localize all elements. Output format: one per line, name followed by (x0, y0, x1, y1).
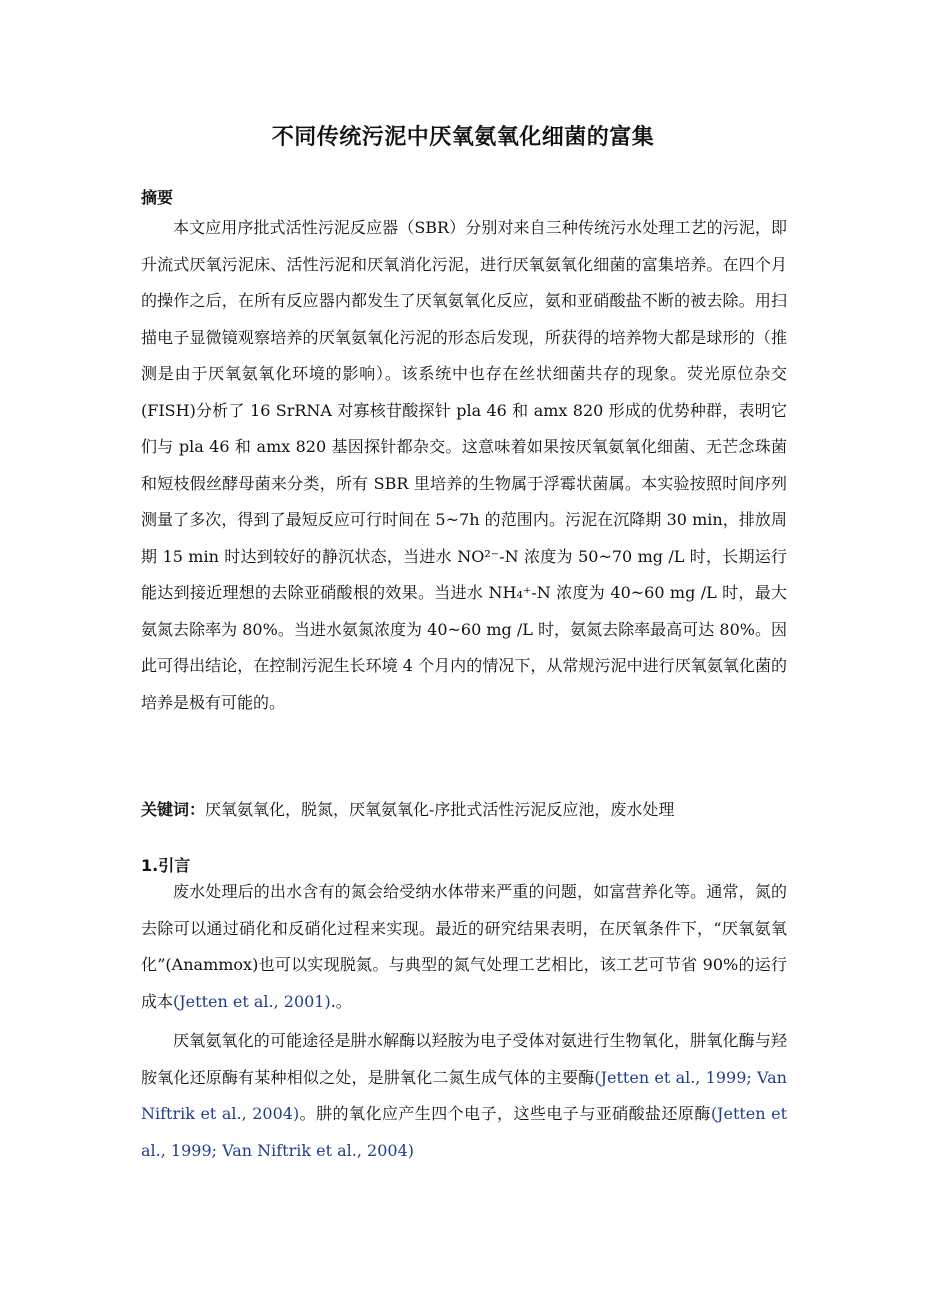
keywords-line (141, 797, 801, 823)
paper-title: 不同传统污泥中厌氧氨氧化细菌的富集 (271, 125, 655, 150)
keywords-label: 关键词： (141, 800, 206, 819)
intro-p1-end: .。 (330, 991, 352, 1011)
citation-link[interactable]: (Jetten et al., 2001) (173, 991, 331, 1011)
intro-p2-text: 厌氧氨氧化的可能途径是肼水解酶以羟胺为电子受体对氨进行生物氧化，肼氧化酶与羟胺氧化还原酶有某种相似之处，是肼氧化二氮生成气体的主要酶 (141, 1031, 787, 1087)
intro-paragraph-1 (141, 874, 787, 1020)
keywords-text: 厌氧氨氧化，脱氮，厌氧氨氧化-序批式活性污泥反应池，废水处理 (205, 800, 675, 819)
intro-p2-mid: 。肼的氧化应产生四个电子，这些电子与亚硝酸盐还原酶 (299, 1104, 711, 1123)
abstract-heading: 摘要 (141, 188, 174, 207)
citation-link[interactable]: (Jetten et al., 1999; Van Niftrik et al., 2004) (141, 1104, 787, 1160)
intro-paragraph-2 (141, 1023, 787, 1169)
citation-link[interactable]: (Jetten et al., 1999; Van Niftrik et al., 2004) (141, 1067, 787, 1123)
abstract-text: 本文应用序批式活性污泥反应器（SBR）分别对来自三种传统污水处理工艺的污泥，即升流式厌氧污泥床、活性污泥和厌氧消化污泥，进行厌氧氨氧化细菌的富集培养。在四个月的操作之后，在所有反应器内都发生了厌氧氨氧化反应，氨和亚硝酸盐不断的被去除。用扫描电子显微镜观察培养的厌氧氨氧化污泥的形态后发现，所获得的培养物大都是球形的（推测是由于厌氧氨氧化环境的影响）。该系统中也存在丝状细菌共存的现象。荧光原位杂交(FISH)分析了 16 SrRNA 对寡核苷酸探针 pla 46 和 amx 820 形成的优势种群，表明它们与 pla 46 和 amx 820 基因探针都杂交。这意味着如果按厌氧氨氧化细菌、无芒念珠菌和短枝假丝酵母菌来分类，所有 SBR 里培养的生物属于浮霉状菌属。本实验按照时间序列测量了多次，得到了最短反应可行时间在 5~7h 的范围内。污泥在沉降期 30 min，排放周期 15 min 时达到较好的静沉状态，当进水 NO²⁻-N 浓度为 50~70 mg /L 时，长期运行能达到接近理想的去除亚硝酸根的效果。当进水 NH₄⁺-N 浓度为 40~60 mg /L 时，最大氨氮去除率为 80%。当进水氨氮浓度为 40~60 mg /L 时，氨氮去除率最高可达 80%。因此可得出结论，在控制污泥生长环境 4 个月内的情况下，从常规污泥中进行厌氧氨氧化菌的培养是极有可能的。 (141, 218, 787, 712)
intro-p1-text: 废水处理后的出水含有的氮会给受纳水体带来严重的问题，如富营养化等。通常，氮的去除可以通过硝化和反硝化过程来实现。最近的研究结果表明，在厌氧条件下，“厌氧氨氧化”(Anammox)也可以实现脱氮。与典型的氮气处理工艺相比，该工艺可节省 90%的运行成本 (141, 882, 787, 1011)
intro-heading: 1.引言 (141, 856, 191, 875)
